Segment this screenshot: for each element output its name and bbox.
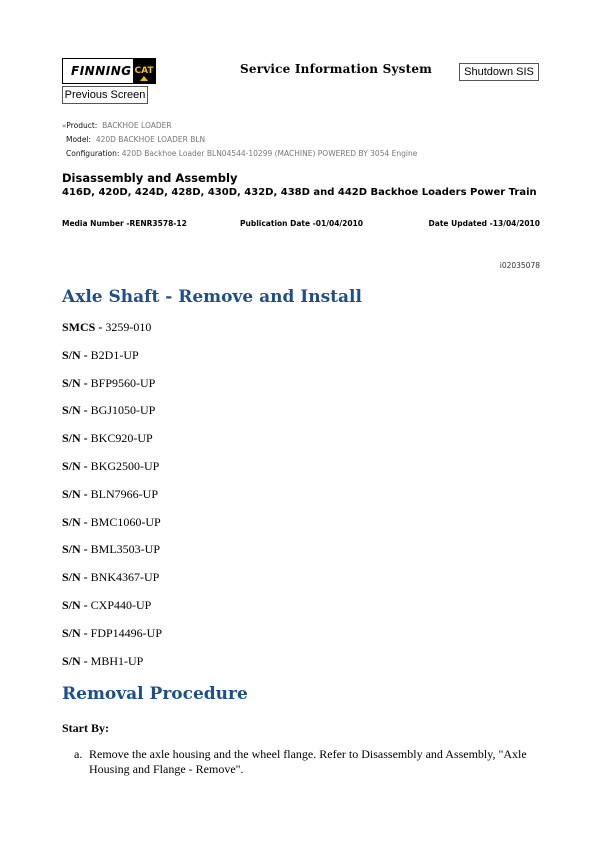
start-by-label: Start By: (62, 721, 109, 735)
serial-value: BFP9560-UP (90, 375, 156, 390)
serial-label: S/N - (62, 625, 88, 640)
step-text: Remove the axle housing and the wheel flange. Refer to Disassembly and Assembly, "Axle Housing and Flange - Remove". (89, 747, 527, 776)
serial-row (62, 626, 162, 654)
serial-row (62, 570, 162, 598)
serial-value: BLN7966-UP (90, 486, 159, 501)
serial-value: BGJ1050-UP (90, 403, 156, 418)
document-id: i02035078 (499, 261, 540, 270)
serial-row (62, 403, 162, 431)
model-info (66, 135, 205, 144)
serial-value: CXP440-UP (90, 597, 152, 612)
product-label: Product: (66, 121, 98, 130)
serial-row (62, 654, 162, 682)
serial-label: S/N - (62, 347, 88, 362)
serial-label: S/N - (62, 375, 88, 390)
configuration-info (66, 149, 417, 158)
smcs-value: 3259-010 (105, 320, 152, 334)
media-number: Media Number -RENR3578-12 (62, 219, 187, 228)
configuration-label: Configuration: (66, 149, 120, 158)
serial-label: S/N - (62, 570, 88, 585)
serial-label: S/N - (62, 597, 88, 612)
serial-row (62, 348, 162, 376)
double-chevron-left-icon[interactable]: « (62, 122, 67, 130)
smcs-label: SMCS - (62, 320, 103, 334)
serial-row (62, 515, 162, 543)
serial-label: S/N - (62, 486, 88, 501)
serial-label: S/N - (62, 431, 88, 446)
serial-row (62, 431, 162, 459)
serial-row (62, 376, 162, 404)
procedure-step (62, 747, 540, 777)
serial-value: BKC920-UP (90, 431, 153, 446)
manual-subtitle: 416D, 420D, 424D, 428D, 430D, 432D, 438D and 442D Backhoe Loaders Power Train (62, 187, 537, 198)
logo-text: FINNING (71, 64, 132, 78)
serial-value: BML3503-UP (90, 542, 161, 557)
previous-screen-button[interactable]: Previous Screen (62, 86, 148, 104)
serial-row (62, 487, 162, 515)
serial-row (62, 459, 162, 487)
model-value: 420D BACKHOE LOADER BLN (95, 135, 206, 144)
product-value: BACKHOE LOADER (102, 121, 172, 130)
date-updated: Date Updated -13/04/2010 (428, 219, 540, 228)
smcs-row (62, 320, 162, 348)
removal-procedure-heading: Removal Procedure (62, 684, 248, 704)
serial-value: BNK4367-UP (90, 570, 160, 585)
serial-label: S/N - (62, 514, 88, 529)
finning-cat-logo (62, 58, 156, 84)
serial-label: S/N - (62, 403, 88, 418)
system-title: Service Information System (240, 62, 433, 76)
serial-row (62, 598, 162, 626)
serial-label: S/N - (62, 653, 88, 668)
step-marker: a. (74, 747, 83, 761)
configuration-value: 420D Backhoe Loader BLN04544-10299 (MACHINE) POWERED BY 3054 Engine (121, 149, 418, 158)
serial-value: FDP14496-UP (90, 625, 163, 640)
serial-value: BKG2500-UP (90, 458, 160, 473)
serial-label: S/N - (62, 542, 88, 557)
product-info (62, 121, 172, 130)
serial-row (62, 542, 162, 570)
cat-logo-icon: CAT (133, 59, 155, 83)
serial-value: MBH1-UP (90, 653, 144, 668)
serial-value: BMC1060-UP (90, 514, 161, 529)
shutdown-sis-button[interactable]: Shutdown SIS (459, 63, 539, 81)
serial-value: B2D1-UP (90, 347, 139, 362)
serial-label: S/N - (62, 458, 88, 473)
smcs-serial-list (62, 320, 162, 681)
section-heading: Disassembly and Assembly (62, 171, 238, 185)
publication-date: Publication Date -01/04/2010 (240, 219, 364, 228)
page-title: Axle Shaft - Remove and Install (62, 287, 362, 307)
model-label: Model: (66, 135, 92, 144)
